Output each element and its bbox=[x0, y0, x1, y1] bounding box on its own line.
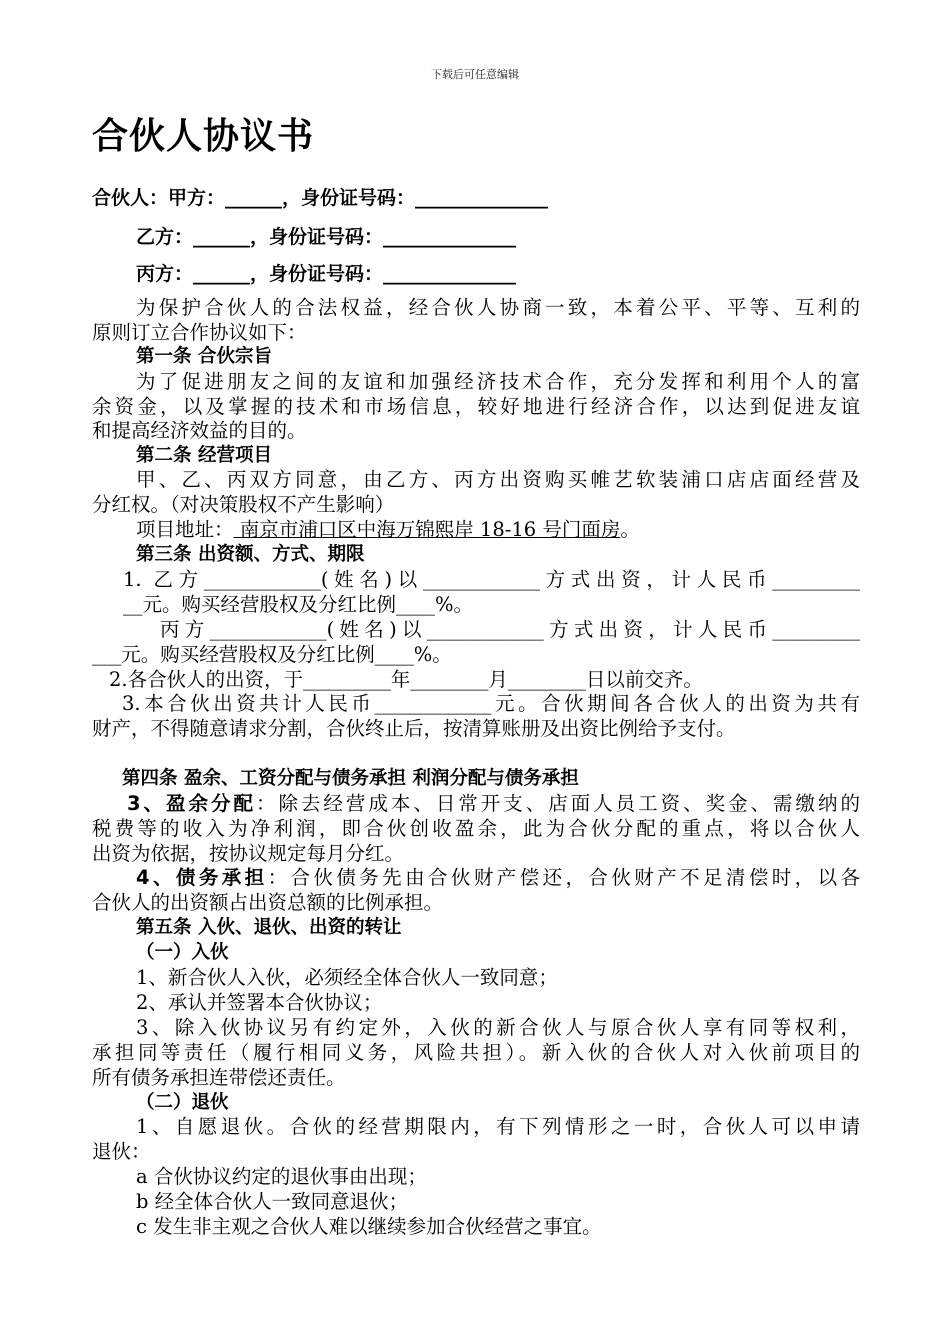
body-line: 1. 乙方____________(姓名)以____________方式出资，计人民币_________ bbox=[123, 568, 860, 591]
section-heading: （一）入伙 bbox=[136, 942, 229, 963]
article-heading: 第一条 合伙宗旨 bbox=[136, 346, 272, 367]
article-heading: 第三条 出资额、方式、期限 bbox=[136, 544, 365, 565]
body-line: c 发生非主观之合伙人难以继续参加合伙经营之事宜。 bbox=[136, 1215, 602, 1238]
body-line: 分红权。（对决策股权不产生影响） bbox=[92, 493, 395, 516]
party-b-line: 乙方：______，身份证号码：______________ bbox=[136, 226, 517, 248]
body-line: 退伙： bbox=[92, 1140, 151, 1163]
body-line: 1、新合伙人入伙，必须经全体合伙人一致同意； bbox=[136, 966, 558, 989]
body-line: 承担同等责任（履行相同义务，风险共担）。新入伙的合伙人对入伙前项目的 bbox=[92, 1041, 860, 1064]
party-a-line: 合伙人：甲方：______，身份证号码：______________ bbox=[92, 187, 549, 209]
page-title: 合伙人协议书 bbox=[92, 116, 315, 157]
body-line: 3.本合伙出资共计人民币____________元。合伙期间各合伙人的出资为共有 bbox=[122, 692, 860, 715]
body-line: ___元。购买经营股权及分红比例____%。 bbox=[92, 643, 452, 666]
inline-heading: 4、债务承担 bbox=[136, 866, 268, 889]
body-line: 原则订立合作协议如下： bbox=[92, 321, 307, 344]
body-line: 3、盈余分配：除去经营成本、日常开支、店面人员工资、奖金、需缴纳的 bbox=[127, 792, 860, 815]
body-line: 为保护合伙人的合法权益，经合伙人协商一致，本着公平、平等、互利的 bbox=[136, 296, 860, 319]
body-line: 1、自愿退伙。合伙的经营期限内，有下列情形之一时，合伙人可以申请 bbox=[136, 1115, 860, 1138]
article-heading: 第五条 入伙、退伙、出资的转让 bbox=[136, 917, 402, 938]
article-heading: 第四条 盈余、工资分配与债务承担 利润分配与债务承担 bbox=[122, 768, 579, 789]
body-line: 税费等的收入为净利润，即合伙创收盈余，此为合伙分配的重点，将以合伙人 bbox=[92, 817, 860, 840]
body-line: 4、债务承担：合伙债务先由合伙财产偿还，合伙财产不足清偿时，以各 bbox=[136, 866, 860, 889]
body-line: __元。购买经营股权及分红比例____%。 bbox=[123, 593, 474, 616]
body-line: 甲、乙、丙双方同意，由乙方、丙方出资购买帷艺软装浦口店店面经营及 bbox=[136, 468, 860, 491]
body-line: 财产，不得随意请求分割，合伙终止后，按清算账册及出资比例给予支付。 bbox=[92, 717, 736, 740]
party-c-line: 丙方：______，身份证号码：______________ bbox=[136, 263, 517, 285]
body-line: 所有债务承担连带偿还责任。 bbox=[92, 1066, 346, 1089]
inline-heading: 3、盈余分配 bbox=[127, 792, 256, 815]
body-line: 为了促进朋友之间的友谊和加强经济技术合作，充分发挥和利用个人的富 bbox=[136, 370, 860, 393]
body-line: a 合伙协议约定的退伙事由出现； bbox=[136, 1165, 427, 1188]
address-end: 。 bbox=[620, 518, 640, 541]
address-label: 项目地址： bbox=[136, 518, 234, 541]
body-line: 2.各合伙人的出资，于_________年________月________日以前交齐。 bbox=[109, 668, 703, 691]
body-line: 出资为依据，按协议规定每月分红。 bbox=[92, 842, 405, 865]
body-line: 余资金，以及掌握的技术和市场信息，较好地进行经济合作，以达到促进友谊 bbox=[92, 395, 860, 418]
body-line: 3、除入伙协议另有约定外，入伙的新合伙人与原合伙人享有同等权利， bbox=[136, 1016, 860, 1039]
body-line: 2、承认并签署本合伙协议； bbox=[136, 991, 383, 1014]
body-line: 和提高经济效益的目的。 bbox=[92, 419, 307, 442]
section-heading: （二）退伙 bbox=[136, 1092, 229, 1113]
project-address-line bbox=[136, 518, 860, 542]
article-heading: 第二条 经营项目 bbox=[136, 445, 272, 466]
body-line: b 经全体合伙人一致同意退伙； bbox=[136, 1190, 409, 1213]
address-value: 南京市浦口区中海万锦熙岸 18-16 号门面房 bbox=[233, 518, 621, 541]
header-note: 下载后可任意编辑 bbox=[431, 68, 519, 81]
body-line: 丙方____________(姓名)以____________方式出资，计人民币_________ bbox=[160, 618, 860, 641]
body-line: 合伙人的出资额占出资总额的比例承担。 bbox=[92, 891, 444, 914]
